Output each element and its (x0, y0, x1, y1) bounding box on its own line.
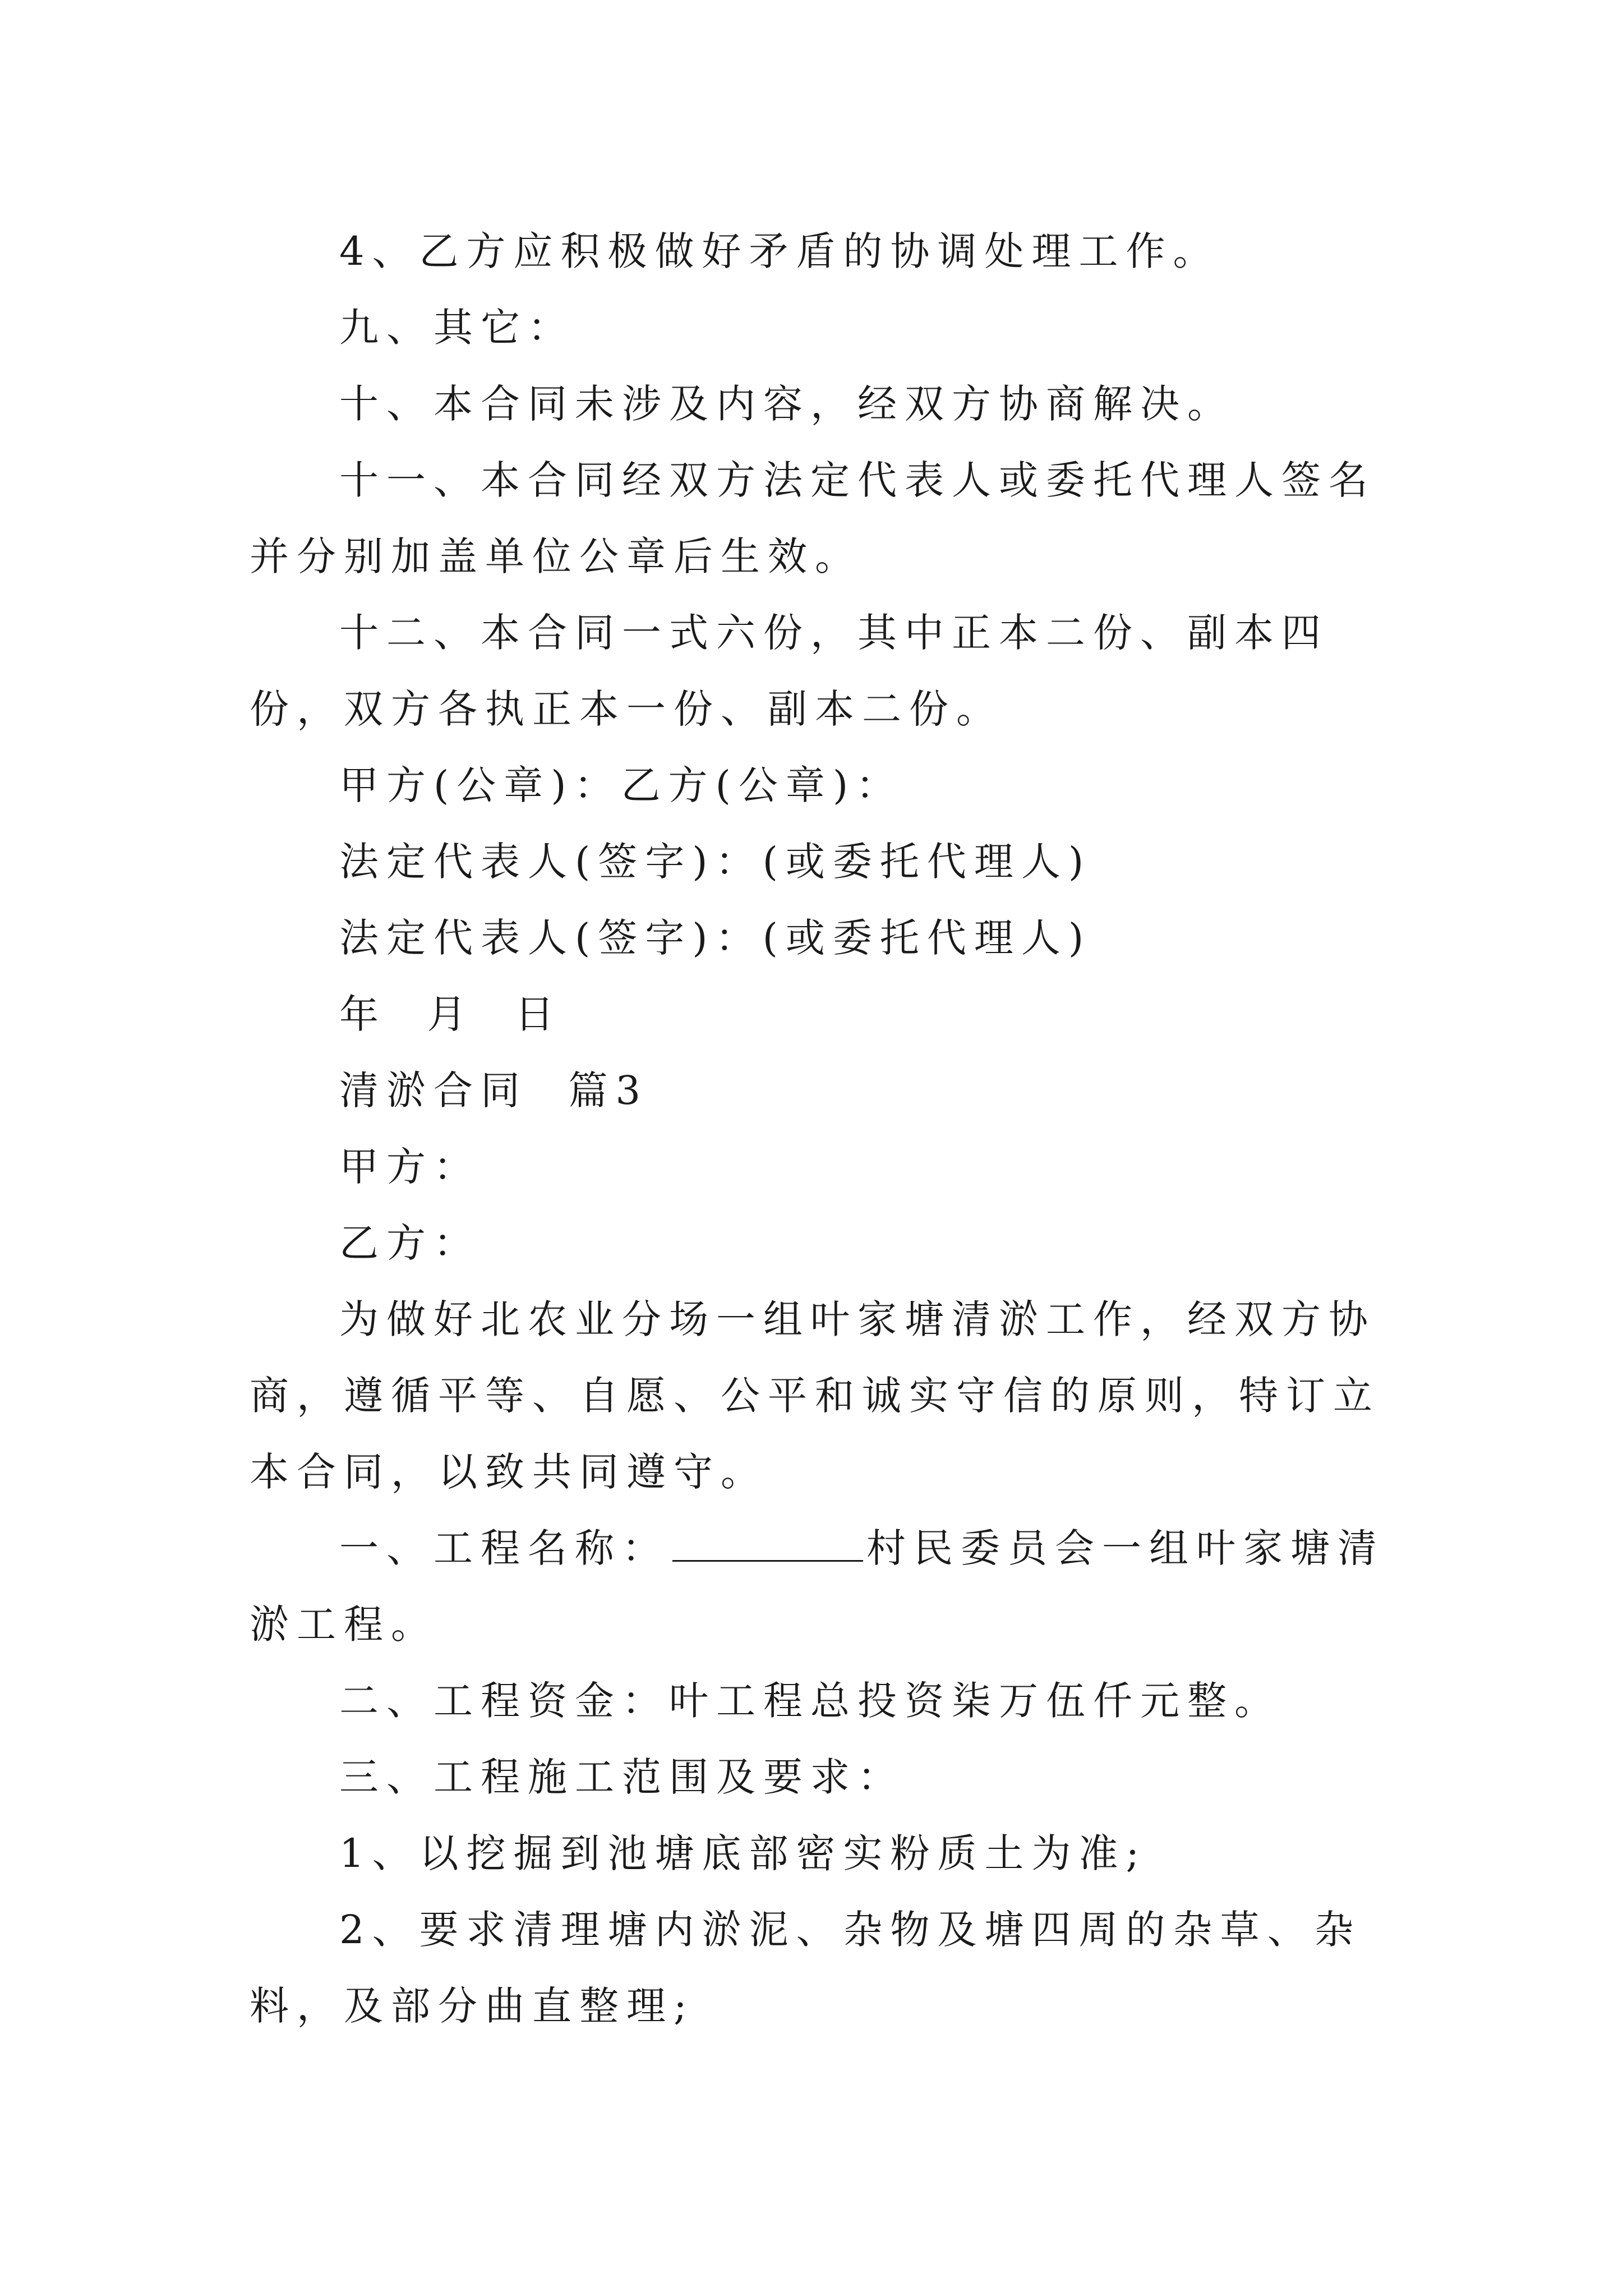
scope-item-1: 1、以挖掘到池塘底部密实粉质土为准; (339, 1830, 1147, 1876)
signature-representative-line-2: 法定代表人(签字)：(或委托代理人) (339, 915, 1092, 961)
preamble-paragraph: 为做好北农业分场一组叶家塘清淤工作，经双方协商，遵循平等、自愿、公平和诚实守信的原则，特订立本合同，以致共同遵守。 (250, 1296, 1380, 1495)
project-name-label: 一、工程名称： (339, 1525, 669, 1571)
signature-representative-line-1: 法定代表人(签字)：(或委托代理人) (339, 839, 1092, 885)
paragraph-section-10: 十、本合同未涉及内容，经双方协商解决。 (339, 381, 1234, 427)
contract-title: 清淤合同 篇3 (339, 1068, 649, 1114)
project-name-suffix: 村民委员会一组叶家塘清淤工程。 (250, 1525, 1385, 1648)
party-a-line: 甲方： (339, 1144, 481, 1190)
scope-item-2: 2、要求清理塘内淤泥、杂物及塘四周的杂草、杂料，及部分曲直整理; (250, 1907, 1362, 2029)
scope-heading: 三、工程施工范围及要求： (339, 1754, 905, 1800)
paragraph-section-11: 十一、本合同经双方法定代表人或委托代理人签名并分别加盖单位公章后生效。 (250, 457, 1376, 579)
paragraph-section-12: 十二、本合同一式六份，其中正本二份、副本四份，双方各执正本一份、副本二份。 (250, 610, 1329, 732)
date-line: 年 月 日 (339, 991, 562, 1037)
paragraph-clause-4: 4、乙方应积极做好矛盾的协调处理工作。 (339, 228, 1220, 274)
project-name-paragraph (250, 1510, 1394, 1663)
signature-seal-line: 甲方(公章)：乙方(公章)： (339, 762, 903, 808)
document-body (250, 213, 1394, 2044)
paragraph-section-9: 九、其它： (339, 305, 575, 351)
project-name-blank (672, 1526, 863, 1562)
party-b-line: 乙方： (339, 1220, 481, 1266)
project-funds-paragraph: 二、工程资金：叶工程总投资柒万伍仟元整。 (339, 1678, 1281, 1724)
